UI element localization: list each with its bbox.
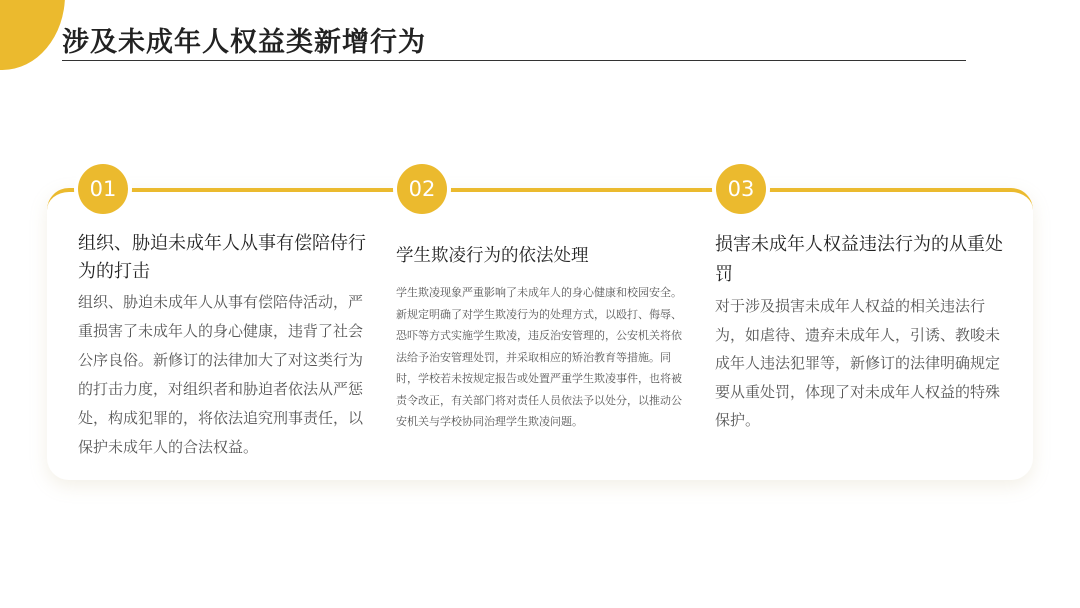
item-heading-2: 学生欺凌行为的依法处理 [396, 246, 589, 266]
item-column-2 [396, 242, 686, 433]
corner-decoration [0, 0, 65, 70]
item-number-badge-1: 01 [78, 164, 128, 214]
item-number-badge-3: 03 [716, 164, 766, 214]
item-column-1 [78, 230, 368, 462]
item-column-3 [715, 230, 1005, 435]
item-body-1: 组织、胁迫未成年人从事有偿陪侍活动，严重损害了未成年人的身心健康，违背了社会公序良俗。新修订的法律加大了对这类行为的打击力度，对组织者和胁迫者依法从严惩处，构成犯罪的，将依法追究刑事责任，以保护未成年人的合法权益。 [78, 293, 364, 456]
item-number-badge-2: 02 [397, 164, 447, 214]
title-underline [62, 60, 966, 61]
item-heading-3: 损害未成年人权益违法行为的从重处罚 [715, 234, 1003, 285]
page-title: 涉及未成年人权益类新增行为 [62, 27, 426, 58]
item-body-3: 对于涉及损害未成年人权益的相关违法行为，如虐待、遗弃未成年人，引诱、教唆未成年人违法犯罪等，新修订的法律明确规定要从重处罚，体现了对未成年人权益的特殊保护。 [715, 297, 1001, 429]
item-body-2: 学生欺凌现象严重影响了未成年人的身心健康和校园安全。新规定明确了对学生欺凌行为的处理方式，以殴打、侮辱、恐吓等方式实施学生欺凌，违反治安管理的，公安机关将依法给予治安管理处罚，并采取相应的矫治教育等措施。同时，学校若未按规定报告或处置严重学生欺凌事件，也将被责令改正，有关部门将对责任人员依法予以处分，以推动公安机关与学校协同治理学生欺凌问题。 [396, 286, 682, 428]
item-heading-1: 组织、胁迫未成年人从事有偿陪侍行为的打击 [78, 233, 366, 282]
